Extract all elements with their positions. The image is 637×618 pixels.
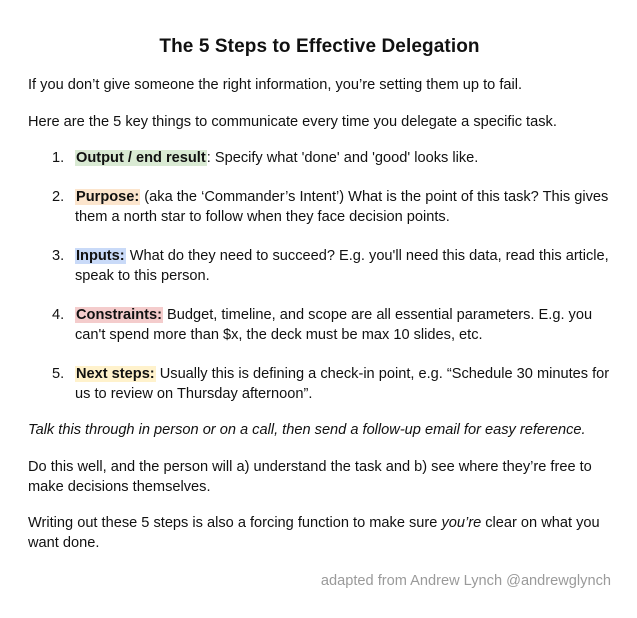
step-number: 5. [52,366,65,382]
closing-emphasis: you’re [441,515,482,531]
closing-text-after: clear on what you want done. [28,515,600,551]
step-text-purpose: (aka the ‘Commander’s Intent’) What is the point of this task? This gives them a north star to follow when they face decision points. [75,189,609,225]
step-number: 2. [52,189,65,205]
steps-list [28,148,611,404]
step-item-purpose [28,187,611,227]
step-item-next-steps [28,364,611,404]
page-title: The 5 Steps to Effective Delegation [159,36,480,57]
closing-paragraph-1: Do this well, and the person will a) understand the task and b) see where they’re free to make decisions themselves. [28,459,592,495]
step-label-purpose: Purpose: [76,189,140,205]
step-label-inputs: Inputs: [76,248,125,264]
step-text-constraints: Budget, timeline, and scope are all essential parameters. E.g. you can't spend more than $x, the deck must be max 10 slides, etc. [75,307,593,343]
step-text-next-steps: Usually this is defining a check-in point, e.g. “Schedule 30 minutes for us to review on Thursday afternoon”. [75,366,610,402]
step-item-inputs [28,246,611,286]
step-text-output: Specify what 'done' and 'good' looks like. [210,150,479,166]
step-number: 4. [52,307,65,323]
intro-paragraph-2: Here are the 5 key things to communicate every time you delegate a specific task. [28,114,557,130]
step-number: 1. [52,150,65,166]
step-text-inputs: What do they need to succeed? E.g. you'll need this data, read this article, speak to this person. [75,248,609,284]
intro-paragraph-1: If you don’t give someone the right information, you’re setting them up to fail. [28,77,523,93]
step-label-next-steps: Next steps: [76,366,155,382]
closing-paragraph-2 [28,513,611,553]
step-item-output [28,148,611,168]
closing-text-before: Writing out these 5 steps is also a forcing function to make sure [28,515,442,531]
step-label-constraints: Constraints: [76,307,162,323]
follow-up-note: Talk this through in person or on a call, then send a follow-up email for easy reference. [28,422,586,438]
attribution-credit: adapted from Andrew Lynch @andrewglynch [320,573,611,589]
step-item-constraints [28,305,611,345]
step-separator: : [206,150,211,166]
step-label-output: Output / end result [76,150,206,166]
step-number: 3. [52,248,65,264]
